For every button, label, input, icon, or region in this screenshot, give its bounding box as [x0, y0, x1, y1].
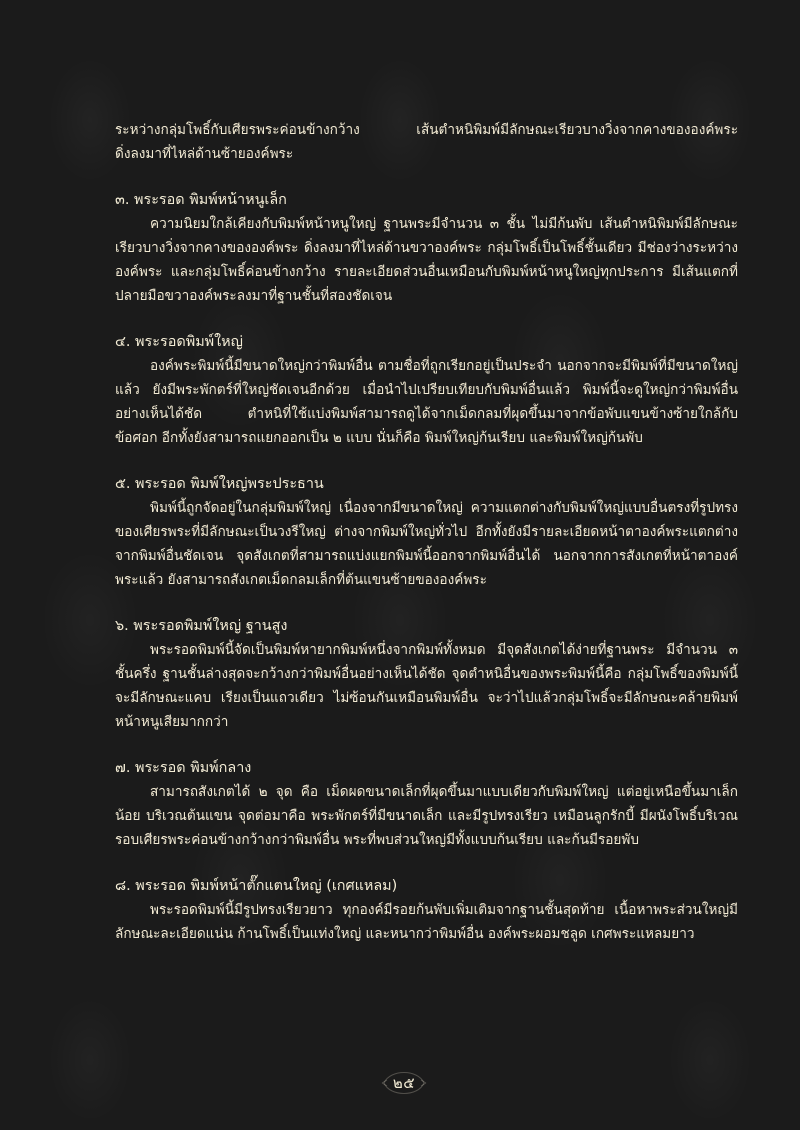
section-heading: ๖. พระรอดพิมพ์ใหญ่ ฐานสูง — [115, 618, 288, 634]
section-heading: ๔. พระรอดพิมพ์ใหญ่ — [115, 334, 243, 350]
intro-line-1: ระหว่างกลุ่มโพธิ์กับเศียรพระค่อนข้างกว้าง เส้นตำหนิพิมพ์มีลักษณะเรียวบางวิ่งจากคางขององค์พระ — [115, 122, 738, 138]
section-body: สามารถสังเกตได้ ๒ จุด คือ เม็ดผดขนาดเล็กที่ผุดขึ้นมาแบบเดียวกับพิมพ์ใหญ่ แต่อยู่เหนือขึ้นมาเล็กน้อย บริเวณต้นแขน จุดต่อมาคือ พระพักตร์ที่มีขนาดเล็ก และมีรูปทรงเรียว เหมือนลูกรักบี้ มีผนังโพธิ์บริเวณรอบเศียรพระค่อนข้างกว้างกว่าพิมพ์อื่น พระที่พบส่วนใหญ่มีทั้งแบบก้นเรียบ และก้นมีรอยพับ — [115, 784, 738, 848]
page-number-badge — [380, 1063, 428, 1103]
section-7 — [115, 756, 738, 852]
section-body: พระรอดพิมพ์นี้มีรูปทรงเรียวยาว ทุกองค์มีรอยก้นพับเพิ่มเติมจากฐานชั้นสุดท้าย เนื้อหาพระส่วนใหญ่มีลักษณะละเอียดแน่น ก้านโพธิ์เป็นแท่งใหญ่ และหนากว่าพิมพ์อื่น องค์พระผอมชลูด เกศพระแหลมยาว — [115, 902, 738, 942]
section-body: องค์พระพิมพ์นี้มีขนาดใหญ่กว่าพิมพ์อื่น ตามชื่อที่ถูกเรียกอยู่เป็นประจำ นอกจากจะมีพิมพ์ที่มีขนาดใหญ่แล้ว ยังมีพระพักตร์ที่ใหญ่ชัดเจนอีกด้วย เมื่อนำไปเปรียบเทียบกับพิมพ์อื่นแล้ว พิมพ์นี้จะดูใหญ่กว่าพิมพ์อื่นอย่างเห็นได้ชัด ตำหนิที่ใช้แบ่งพิมพ์สามารถดูได้จากเม็ดกลมที่ผุดขึ้นมาจากข้อพับแขนข้างซ้ายใกล้กับข้อศอก อีกทั้งยังสามารถแยกออกเป็น ๒ แบบ นั่นก็คือ พิมพ์ใหญ่ก้นเรียบ และพิมพ์ใหญ่ก้นพับ — [115, 358, 738, 446]
section-8 — [115, 874, 738, 946]
section-5 — [115, 472, 738, 592]
section-body: พระรอดพิมพ์นี้จัดเป็นพิมพ์หายากพิมพ์หนึ่งจากพิมพ์ทั้งหมด มีจุดสังเกตได้ง่ายที่ฐานพระ มีจำนวน ๓ ชั้นครึ่ง ฐานชั้นล่างสุดจะกว้างกว่าพิมพ์อื่นอย่างเห็นได้ชัด จุดตำหนิอื่นของพระพิมพ์นี้คือ กลุ่มโพธิ์ของพิมพ์นี้จะมีลักษณะแคบ เรียงเป็นแถวเดียว ไม่ซ้อนกันเหมือนพิมพ์อื่น จะว่าไปแล้วกลุ่มโพธิ์จะมีลักษณะคล้ายพิมพ์หน้าหนูเสียมากกว่า — [115, 642, 738, 730]
section-body: ความนิยมใกล้เคียงกับพิมพ์หน้าหนูใหญ่ ฐานพระมีจำนวน ๓ ชั้น ไม่มีก้นพับ เส้นตำหนิพิมพ์มีลักษณะเรียวบางวิ่งจากคางขององค์พระ ดิ่งลงมาที่ไหล่ด้านขวาองค์พระ กลุ่มโพธิ์เป็นโพธิ์ชั้นเดียว มีช่องว่างระหว่างองค์พระ และกลุ่มโพธิ์ค่อนข้างกว้าง รายละเอียดส่วนอื่นเหมือนกับพิมพ์หน้าหนูใหญ่ทุกประการ มีเส้นแตกที่ปลายมือขวาองค์พระลงมาที่ฐานชั้นที่สองชัดเจน — [115, 216, 738, 304]
section-heading: ๗. พระรอด พิมพ์กลาง — [115, 760, 252, 776]
section-4 — [115, 330, 738, 450]
page-content — [115, 118, 738, 946]
intro-line-2: ดิ่งลงมาที่ไหล่ด้านซ้ายองค์พระ — [115, 146, 294, 162]
page-number: ๒๕ — [392, 1074, 416, 1092]
section-3 — [115, 188, 738, 308]
section-body: พิมพ์นี้ถูกจัดอยู่ในกลุ่มพิมพ์ใหญ่ เนื่องจากมีขนาดใหญ่ ความแตกต่างกับพิมพ์ใหญ่แบบอื่นตรงที่รูปทรงของเศียรพระที่มีลักษณะเป็นวงรีใหญ่ ต่างจากพิมพ์ใหญ่ทั่วไป อีกทั้งยังมีรายละเอียดหน้าตาองค์พระแตกต่างจากพิมพ์อื่นชัดเจน จุดสังเกตที่สามารถแบ่งแยกพิมพ์นี้ออกจากพิมพ์อื่นได้ นอกจากการสังเกตที่หน้าตาองค์พระแล้ว ยังสามารถสังเกตเม็ดกลมเล็กที่ต้นแขนซ้ายขององค์พระ — [115, 500, 738, 588]
section-heading: ๘. พระรอด พิมพ์หน้าตั๊กแตนใหญ่ (เกศแหลม) — [115, 878, 398, 894]
section-heading: ๕. พระรอด พิมพ์ใหญ่พระประธาน — [115, 476, 324, 492]
section-heading: ๓. พระรอด พิมพ์หน้าหนูเล็ก — [115, 192, 287, 208]
section-6 — [115, 614, 738, 734]
